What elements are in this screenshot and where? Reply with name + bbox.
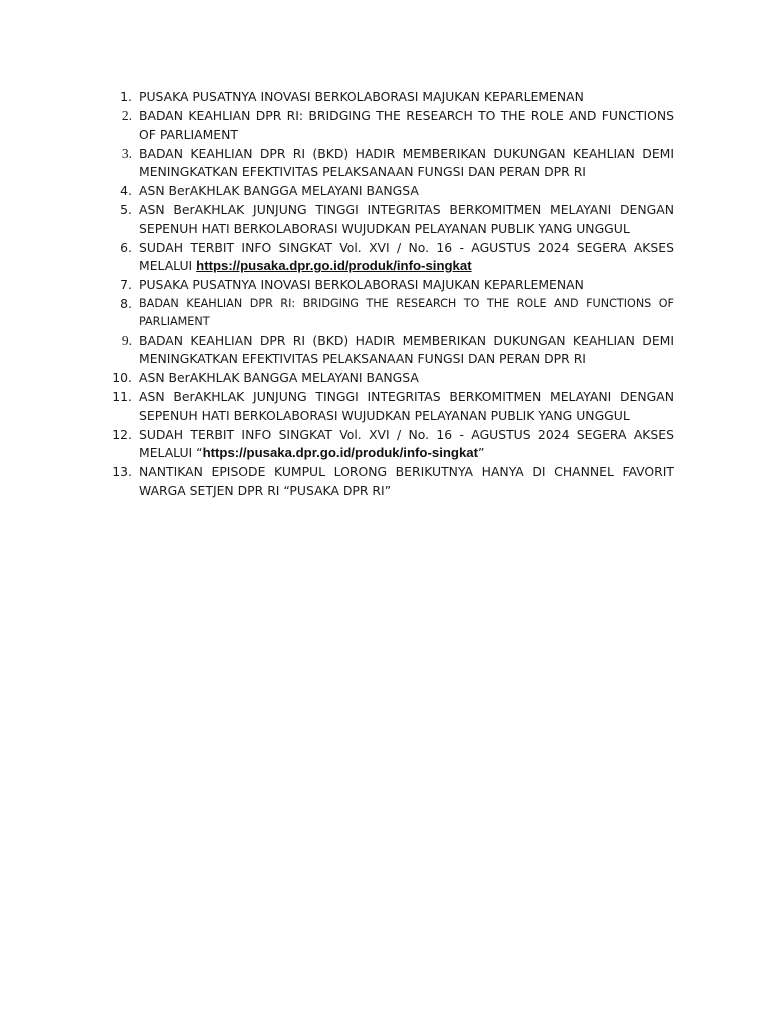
list-number: 1. [120,89,132,104]
list-number: 4. [120,183,132,199]
list-item [108,239,674,276]
list-text: ASN BerAKHLAK JUNJUNG TINGGI INTEGRITAS BERKOMITMEN MELAYANI DENGAN SEPENUH HATI BERKOLABORASI WUJUDKAN PELAYANAN PUBLIK YANG UNGGUL [139,389,674,423]
list-number: 6. [120,239,132,255]
list-item [108,332,674,369]
list-item [108,388,674,425]
list-text: BADAN KEAHLIAN DPR RI: BRIDGING THE RESEARCH TO THE ROLE AND FUNCTIONS OF PARLIAMENT [139,107,674,142]
list-text: PUSAKA PUSATNYA INOVASI BERKOLABORASI MAJUKAN KEPARLEMENAN [139,89,584,104]
list-item [108,88,674,107]
list-text: NANTIKAN EPISODE KUMPUL LORONG BERIKUTNYA HANYA DI CHANNEL FAVORIT WARGA SETJEN DPR RI “PUSAKA DPR RI” [139,464,674,498]
list-text-suffix: ” [478,445,485,461]
list-text: BADAN KEAHLIAN DPR RI (BKD) HADIR MEMBERIKAN DUKUNGAN KEAHLIAN DEMI MENINGKATKAN EFEKTIVITAS PELAKSANAAN FUNGSI DAN PERAN DPR RI [139,332,674,367]
list-text-wrapper [139,239,674,276]
list-text: ASN BerAKHLAK BANGGA MELAYANI BANGSA [139,183,419,199]
list-text: ASN BerAKHLAK BANGGA MELAYANI BANGSA [139,370,419,386]
list-number: 7. [120,277,132,293]
info-singkat-link[interactable]: https://pusaka.dpr.go.id/produk/info-singkat [202,445,479,461]
list-number: 9. [121,332,132,348]
list-item [108,426,674,463]
list-text: BADAN KEAHLIAN DPR RI: BRIDGING THE RESEARCH TO THE ROLE AND FUNCTIONS OF PARLIAMENT [139,297,674,329]
list-number: 11. [112,389,132,405]
list-item [108,182,674,201]
list-text: SUDAH TERBIT INFO SINGKAT Vol. XVI / No. 16 - AGUSTUS 2024 SEGERA AKSES MELALUI “ [139,426,674,461]
list-text: ASN BerAKHLAK JUNJUNG TINGGI INTEGRITAS BERKOMITMEN MELAYANI DENGAN SEPENUH HATI BERKOLABORASI WUJUDKAN PELAYANAN PUBLIK YANG UNGGUL [139,202,674,236]
list-text: PUSAKA PUSATNYA INOVASI BERKOLABORASI MAJUKAN KEPARLEMENAN [139,277,584,293]
list-number: 5. [120,202,132,218]
numbered-list [108,88,674,501]
list-number: 10. [112,370,132,386]
list-number: 2. [121,107,132,123]
list-item [108,145,674,182]
list-text: SUDAH TERBIT INFO SINGKAT Vol. XVI / No. 16 - AGUSTUS 2024 SEGERA AKSES MELALUI [139,239,674,274]
list-item [108,295,674,331]
list-number: 8. [120,296,132,312]
list-text-wrapper [139,426,674,463]
list-item [108,201,674,238]
list-item [108,369,674,388]
list-item [108,107,674,144]
list-number: 12. [112,426,132,442]
list-number: 3. [121,145,132,161]
info-singkat-link[interactable]: https://pusaka.dpr.go.id/produk/info-singkat [196,258,472,274]
list-item [108,463,674,500]
list-item [108,276,674,295]
list-text: BADAN KEAHLIAN DPR RI (BKD) HADIR MEMBERIKAN DUKUNGAN KEAHLIAN DEMI MENINGKATKAN EFEKTIVITAS PELAKSANAAN FUNGSI DAN PERAN DPR RI [139,145,674,180]
list-number: 13. [112,464,132,480]
